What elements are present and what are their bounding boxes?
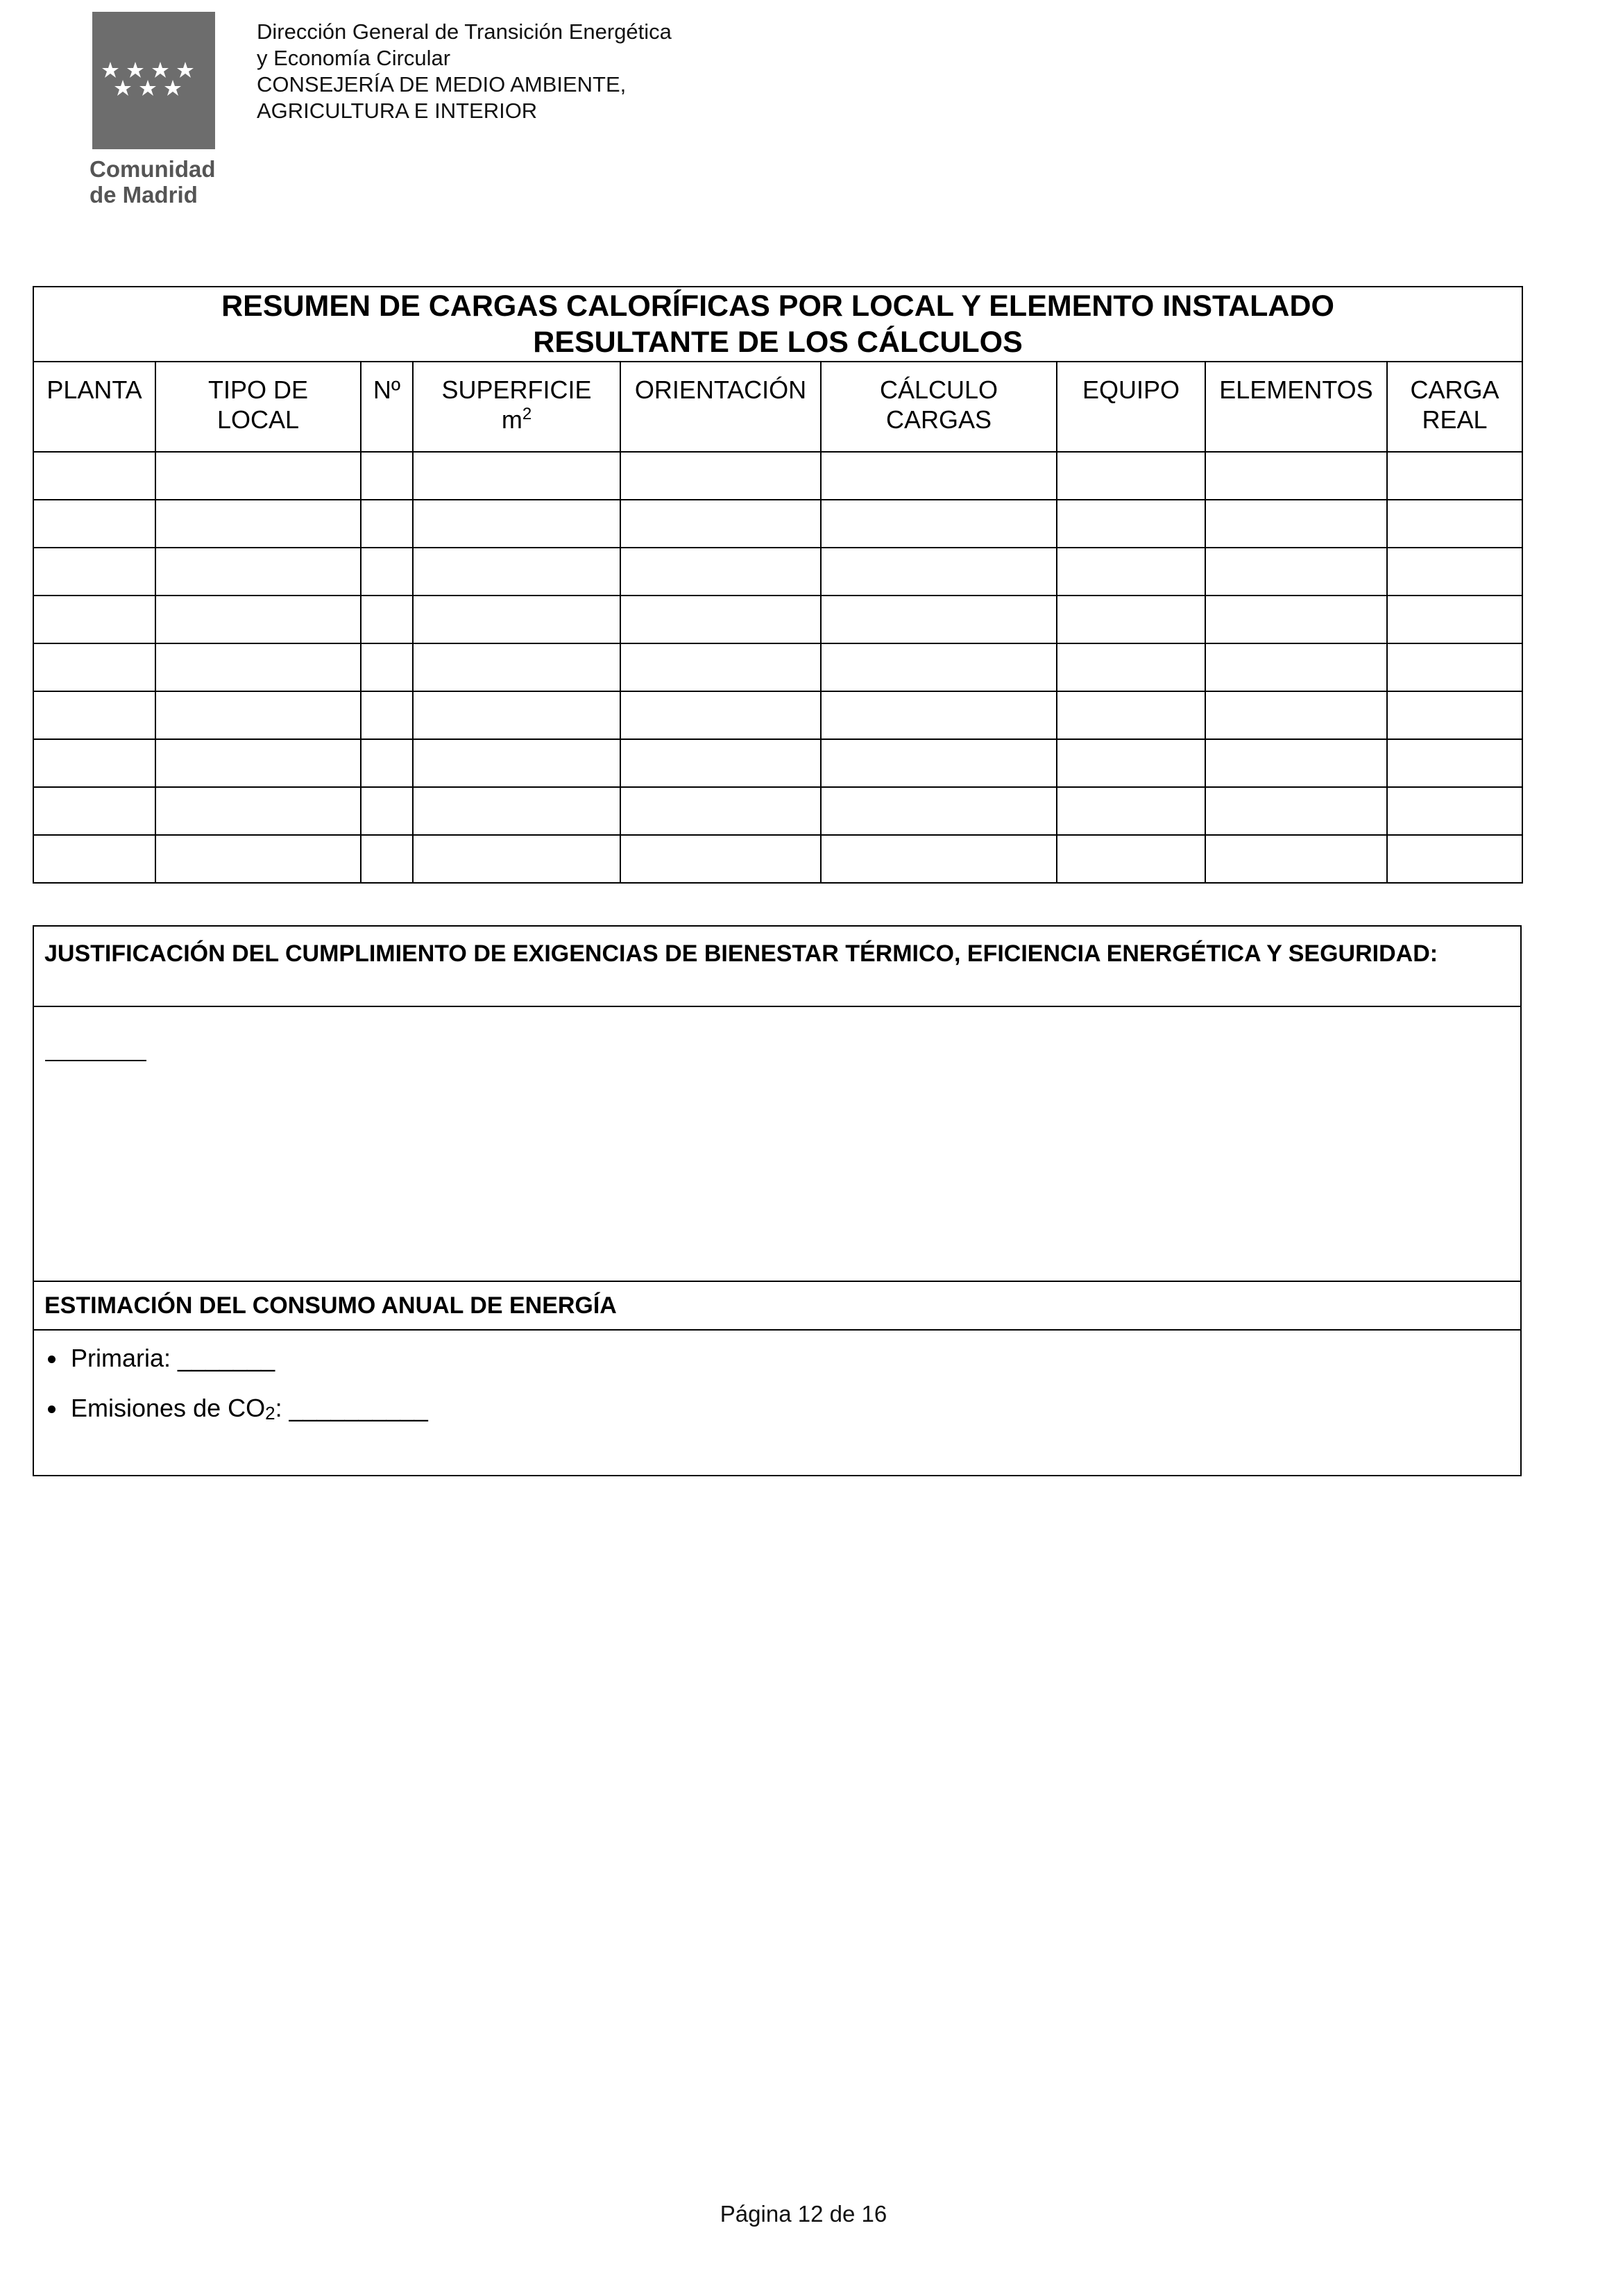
table-cell[interactable] [33, 452, 155, 500]
table-cell[interactable] [361, 643, 413, 691]
table-row [33, 452, 1522, 500]
org-line: Dirección General de Transición Energética [257, 19, 672, 44]
unit-superscript: 2 [522, 405, 532, 423]
table-cell[interactable] [1057, 739, 1205, 787]
table-row [33, 739, 1522, 787]
table-cell[interactable] [821, 739, 1057, 787]
table-cell[interactable] [821, 596, 1057, 643]
table-cell[interactable] [155, 548, 361, 596]
table-cell[interactable] [413, 835, 620, 883]
table-cell[interactable] [1205, 787, 1387, 835]
table-cell[interactable] [33, 835, 155, 883]
table-cell[interactable] [1205, 548, 1387, 596]
table-row [33, 500, 1522, 548]
column-header-line: PLANTA [46, 375, 142, 404]
org-line: y Economía Circular [257, 46, 451, 70]
page-number: Página 12 de 16 [720, 2201, 887, 2227]
star-icon [177, 62, 194, 78]
star-icon [139, 80, 156, 96]
table-row [33, 787, 1522, 835]
table-title-line: RESULTANTE DE LOS CÁLCULOS [533, 326, 1023, 359]
table-cell[interactable] [620, 548, 821, 596]
table-cell[interactable] [1057, 691, 1205, 739]
column-header-line: CARGAS [885, 405, 992, 434]
org-line: AGRICULTURA E INTERIOR [257, 99, 538, 123]
column-header-line: REAL [1422, 405, 1488, 434]
column-header-unit [414, 405, 620, 434]
column-header [155, 362, 361, 452]
table-cell[interactable] [620, 452, 821, 500]
table-cell[interactable] [1205, 835, 1387, 883]
primaria-text: Primaria: _______ [71, 1344, 275, 1372]
star-icon [114, 80, 131, 96]
justification-title: JUSTIFICACIÓN DEL CUMPLIMIENTO DE EXIGENCIAS DE BIENESTAR TÉRMICO, EFICIENCIA ENERGÉTICA Y SEGURIDAD: [44, 940, 1438, 967]
table-cell[interactable] [413, 452, 620, 500]
table-cell[interactable] [33, 548, 155, 596]
table-cell[interactable] [620, 643, 821, 691]
table-cell[interactable] [413, 643, 620, 691]
column-header [1057, 362, 1205, 452]
table-cell[interactable] [33, 739, 155, 787]
column-header [620, 362, 821, 452]
table-cell[interactable] [821, 500, 1057, 548]
column-header [821, 362, 1057, 452]
table-row [33, 596, 1522, 643]
divider [34, 1006, 1520, 1007]
table-row [33, 691, 1522, 739]
star-icon [164, 80, 181, 96]
table-cell[interactable] [821, 548, 1057, 596]
column-header-line: TIPO DE [207, 375, 309, 404]
table-cell[interactable] [413, 500, 620, 548]
table-cell[interactable] [413, 787, 620, 835]
table-cell[interactable] [155, 787, 361, 835]
table-cell[interactable] [1057, 835, 1205, 883]
table-cell[interactable] [155, 500, 361, 548]
table-cell[interactable] [821, 691, 1057, 739]
table-cell[interactable] [1205, 739, 1387, 787]
table-cell[interactable] [1057, 596, 1205, 643]
table-cell[interactable] [620, 500, 821, 548]
table-cell[interactable] [1057, 787, 1205, 835]
table-cell[interactable] [620, 596, 821, 643]
column-header-line: SUPERFICIE [441, 375, 592, 404]
logo-text-line: Comunidad [90, 156, 216, 182]
table-cell[interactable] [821, 452, 1057, 500]
list-item-emisiones [34, 1393, 1520, 1443]
table-cell[interactable] [361, 500, 413, 548]
table-cell[interactable] [33, 691, 155, 739]
table-cell[interactable] [361, 548, 413, 596]
table-cell[interactable] [620, 691, 821, 739]
table-cell[interactable] [821, 835, 1057, 883]
table-cell[interactable] [33, 500, 155, 548]
table-cell[interactable] [155, 596, 361, 643]
table-cell[interactable] [361, 787, 413, 835]
column-header-line: CÁLCULO [879, 375, 998, 404]
table-cell[interactable] [620, 739, 821, 787]
table-row [33, 548, 1522, 596]
stars-icon [92, 52, 215, 108]
column-header-line: ORIENTACIÓN [634, 375, 807, 404]
unit-text: m [501, 405, 522, 434]
emisiones-prefix: Emisiones de CO [71, 1394, 266, 1422]
table-cell[interactable] [1387, 835, 1522, 883]
table-cell[interactable] [1057, 452, 1205, 500]
column-header [361, 362, 413, 452]
table-cell[interactable] [1387, 452, 1522, 500]
star-icon [102, 62, 119, 78]
table-cell[interactable] [155, 835, 361, 883]
column-header [33, 362, 155, 452]
table-cell[interactable] [1205, 500, 1387, 548]
org-line: CONSEJERÍA DE MEDIO AMBIENTE, [257, 72, 627, 96]
table-cell[interactable] [1387, 643, 1522, 691]
comunidad-madrid-logo [92, 12, 215, 149]
table-cell[interactable] [33, 643, 155, 691]
column-header [413, 362, 620, 452]
table-cell[interactable] [155, 452, 361, 500]
divider [34, 1281, 1520, 1282]
table-cell[interactable] [1387, 500, 1522, 548]
column-header-line: CARGA [1410, 375, 1499, 404]
table-cell[interactable] [413, 596, 620, 643]
table-cell[interactable] [1205, 643, 1387, 691]
table-cell[interactable] [155, 643, 361, 691]
column-header [1387, 362, 1522, 452]
star-icon [152, 62, 169, 78]
table-cell[interactable] [1387, 787, 1522, 835]
table-cell[interactable] [1387, 596, 1522, 643]
list-item-primaria [34, 1343, 1520, 1393]
energy-estimation-title: ESTIMACIÓN DEL CONSUMO ANUAL DE ENERGÍA [44, 1292, 617, 1319]
logo-text [90, 156, 228, 208]
column-header-line: ELEMENTOS [1219, 375, 1373, 404]
star-icon [127, 62, 144, 78]
table-cell[interactable] [620, 835, 821, 883]
table-cell[interactable] [361, 691, 413, 739]
summary-table [33, 286, 1523, 884]
table-row [33, 835, 1522, 883]
table-cell[interactable] [1057, 500, 1205, 548]
table-cell[interactable] [620, 787, 821, 835]
table-cell[interactable] [1387, 548, 1522, 596]
column-header-line: EQUIPO [1082, 375, 1180, 404]
table-cell[interactable] [821, 787, 1057, 835]
table-cell[interactable] [413, 739, 620, 787]
table-cell[interactable] [1205, 596, 1387, 643]
table-title-line: RESUMEN DE CARGAS CALORÍFICAS POR LOCAL Y ELEMENTO INSTALADO [221, 289, 1334, 323]
column-header-line: Nº [373, 375, 401, 404]
table-cell[interactable] [1057, 548, 1205, 596]
logo-text-line: de Madrid [90, 182, 198, 208]
table-cell[interactable] [33, 596, 155, 643]
co2-subscript: 2 [265, 1403, 275, 1424]
organization-header [257, 19, 672, 124]
table-cell[interactable] [1387, 691, 1522, 739]
energy-list [34, 1343, 1520, 1443]
table-body [33, 452, 1522, 883]
table-cell[interactable] [413, 691, 620, 739]
summary-table-title [33, 287, 1522, 362]
table-cell[interactable] [1387, 739, 1522, 787]
justification-section [33, 925, 1522, 1476]
column-header [1205, 362, 1387, 452]
table-cell[interactable] [361, 835, 413, 883]
divider [34, 1329, 1520, 1331]
emisiones-suffix: : __________ [275, 1394, 428, 1422]
table-cell[interactable] [33, 787, 155, 835]
column-header-line: LOCAL [216, 405, 300, 434]
table-cell[interactable] [821, 643, 1057, 691]
table-cell[interactable] [413, 548, 620, 596]
table-cell[interactable] [1205, 691, 1387, 739]
table-cell[interactable] [155, 739, 361, 787]
justification-fill-line[interactable] [45, 1060, 146, 1061]
table-cell[interactable] [361, 596, 413, 643]
table-cell[interactable] [155, 691, 361, 739]
table-cell[interactable] [1057, 643, 1205, 691]
table-cell[interactable] [361, 452, 413, 500]
table-row [33, 643, 1522, 691]
table-cell[interactable] [1205, 452, 1387, 500]
table-cell[interactable] [361, 739, 413, 787]
